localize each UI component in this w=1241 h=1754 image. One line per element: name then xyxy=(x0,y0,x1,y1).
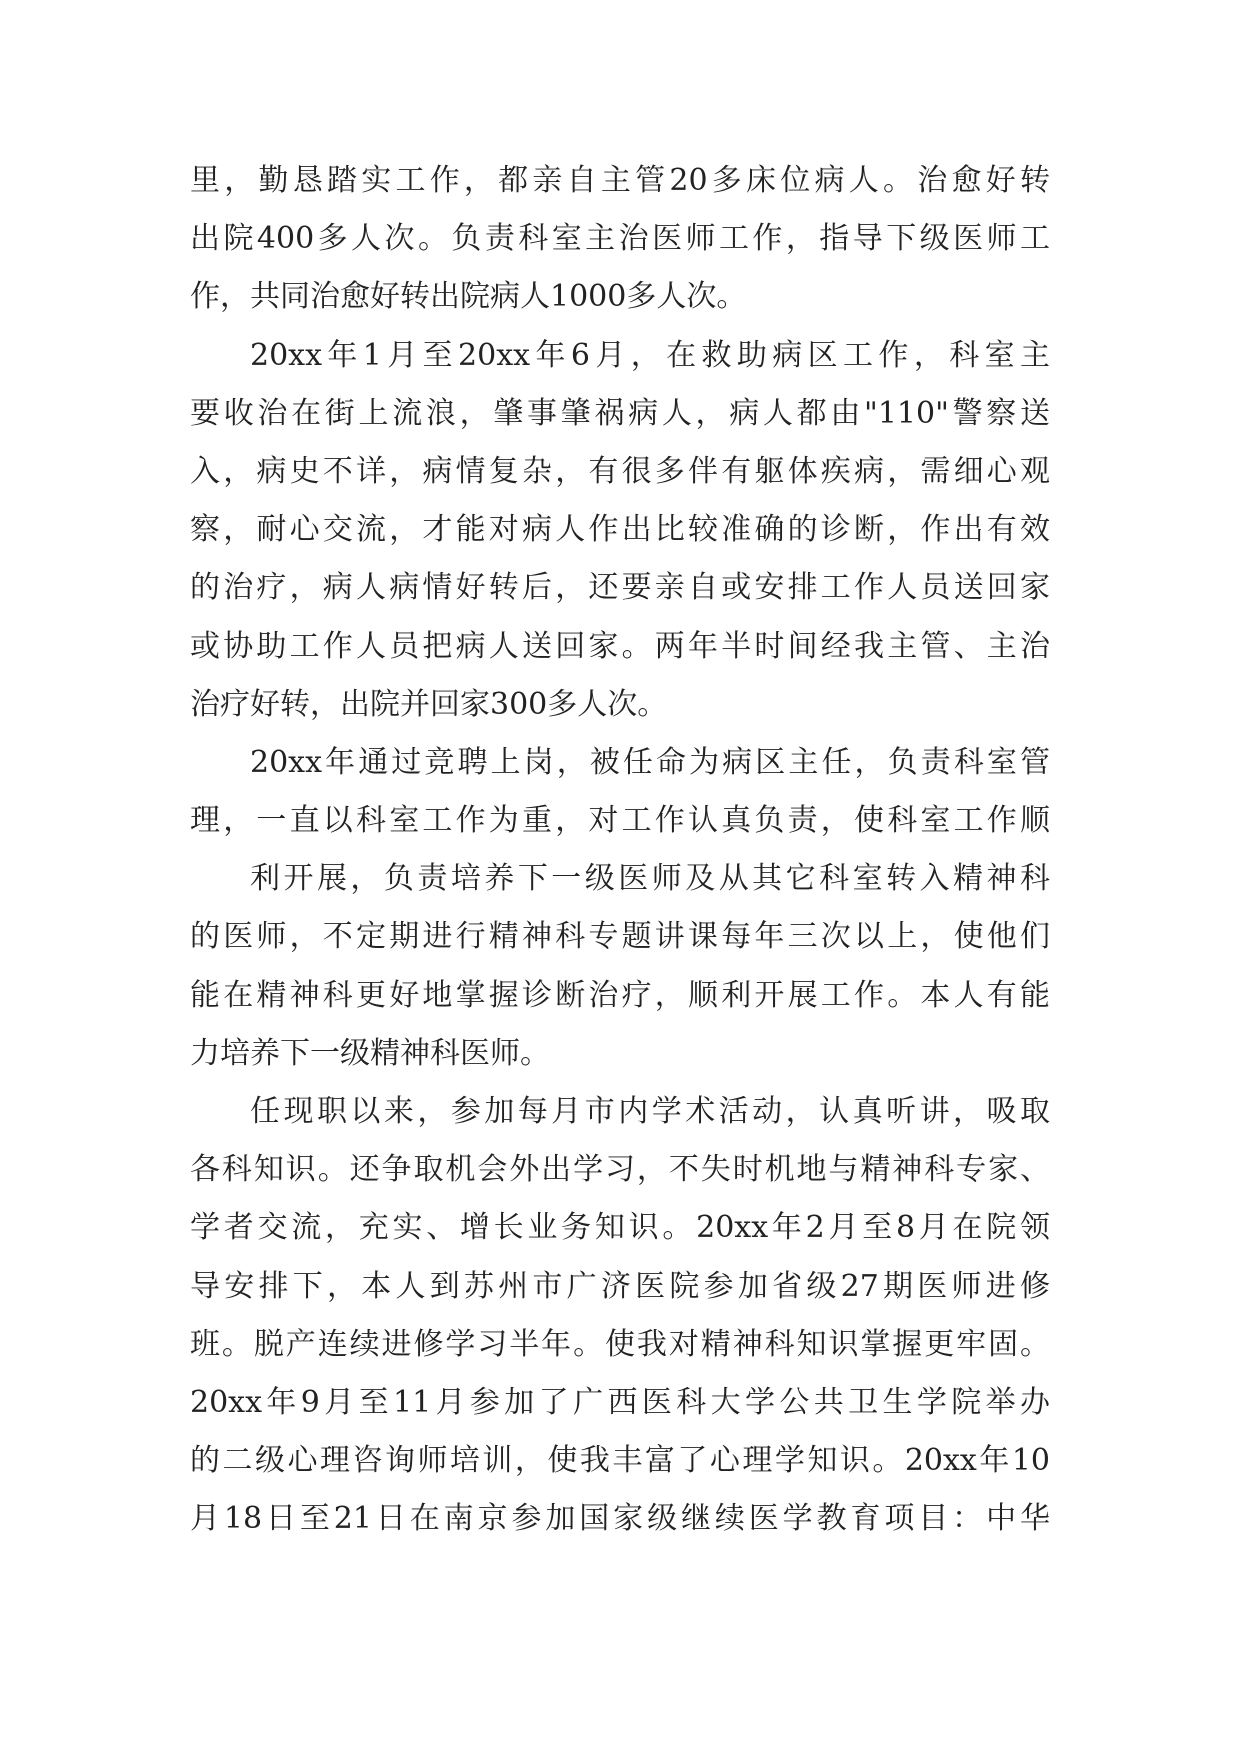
text-line: 班。脱产连续进修学习半年。使我对精神科知识掌握更牢固。 xyxy=(190,1326,1050,1362)
text-line: 20xx年通过竞聘上岗，被任命为病区主任，负责科室管 xyxy=(250,744,1050,780)
text-line: 里，勤恳踏实工作，都亲自主管20多床位病人。治愈好转 xyxy=(190,163,1050,198)
text-line: 治疗好转，出院并回家300多人次。 xyxy=(190,686,668,722)
text-line: 或协助工作人员把病人送回家。两年半时间经我主管、主治 xyxy=(190,628,1050,664)
text-line: 20xx年1月至20xx年6月，在救助病区工作，科室主 xyxy=(250,337,1050,373)
text-line: 察，耐心交流，才能对病人作出比较准确的诊断，作出有效 xyxy=(190,512,1050,548)
text-line: 20xx年9月至11月参加了广西医科大学公共卫生学院举办 xyxy=(190,1384,1050,1420)
text-line: 学者交流，充实、增长业务知识。20xx年2月至8月在院领 xyxy=(190,1210,1050,1246)
text-line: 理，一直以科室工作为重，对工作认真负责，使科室工作顺 xyxy=(190,803,1050,839)
text-line: 各科知识。还争取机会外出学习，不失时机地与精神科专家、 xyxy=(190,1152,1050,1188)
text-line: 的治疗，病人病情好转后，还要亲自或安排工作人员送回家 xyxy=(190,570,1050,606)
text-line: 出院400多人次。负责科室主治医师工作，指导下级医师工 xyxy=(190,221,1050,257)
text-line: 的二级心理咨询师培训，使我丰富了心理学知识。20xx年10 xyxy=(190,1443,1050,1479)
text-line: 力培养下一级精神科医师。 xyxy=(190,1035,550,1071)
text-line: 作，共同治愈好转出院病人1000多人次。 xyxy=(190,279,747,315)
text-line: 入，病史不详，病情复杂，有很多伴有躯体疾病，需细心观 xyxy=(190,453,1050,489)
text-line: 利开展，负责培养下一级医师及从其它科室转入精神科 xyxy=(250,861,1050,897)
text-line: 的医师，不定期进行精神科专题讲课每年三次以上，使他们 xyxy=(190,919,1050,955)
text-line: 能在精神科更好地掌握诊断治疗，顺利开展工作。本人有能 xyxy=(190,977,1050,1013)
text-line: 任现职以来，参加每月市内学术活动，认真听讲，吸取 xyxy=(250,1094,1050,1129)
text-line: 导安排下，本人到苏州市广济医院参加省级27期医师进修 xyxy=(190,1268,1050,1304)
text-line: 月18日至21日在南京参加国家级继续医学教育项目：中华 xyxy=(190,1501,1050,1537)
text-line: 要收治在街上流浪，肇事肇祸病人，病人都由"110"警察送 xyxy=(190,395,1050,431)
body-text xyxy=(190,152,1050,1549)
